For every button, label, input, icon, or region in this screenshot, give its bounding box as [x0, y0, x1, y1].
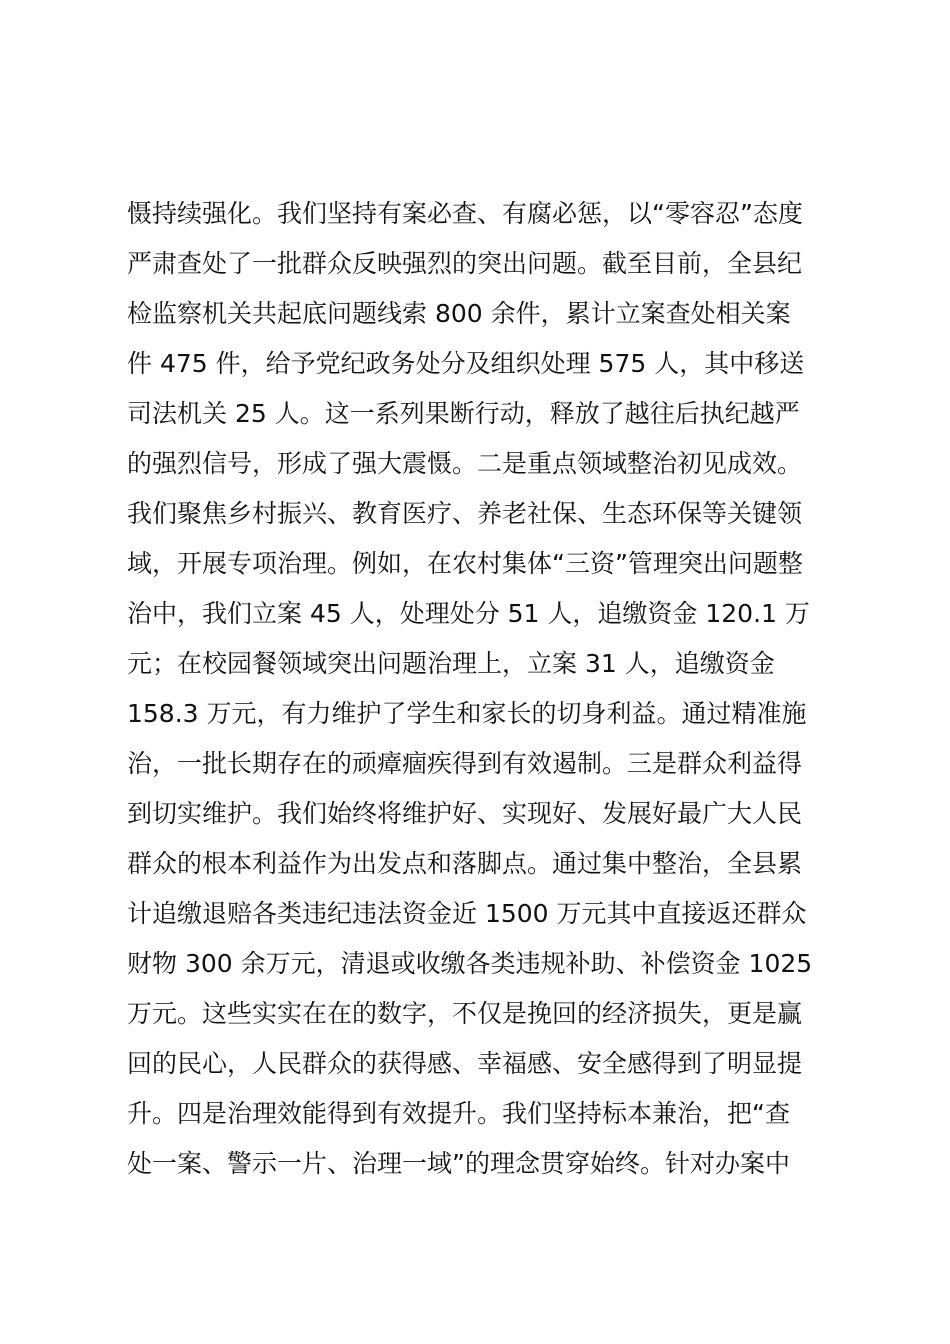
text-line: 群众的根本利益作为出发点和落脚点。通过集中整治，全县累: [127, 849, 803, 878]
text-line: 检监察机关共起底问题线索 800 余件，累计立案查处相关案: [127, 299, 791, 328]
text-line: 慑持续强化。我们坚持有案必查、有腐必惩，以“零容忍”态度: [127, 199, 803, 228]
text-line: 严肃查处了一批群众反映强烈的突出问题。截至目前，全县纪: [127, 249, 803, 278]
text-line: 件 475 件，给予党纪政务处分及组织处理 575 人，其中移送: [127, 349, 805, 378]
text-line: 的强烈信号，形成了强大震慑。二是重点领域整治初见成效。: [127, 449, 803, 478]
text-line: 我们聚焦乡村振兴、教育医疗、养老社保、生态环保等关键领: [127, 499, 803, 528]
text-line: 处一案、警示一片、治理一域”的理念贯穿始终。针对办案中: [127, 1149, 790, 1178]
text-line: 财物 300 余万元，清退或收缴各类违规补助、补偿资金 1025: [127, 949, 813, 978]
text-line: 到切实维护。我们始终将维护好、实现好、发展好最广大人民: [127, 799, 803, 828]
text-line: 治中，我们立案 45 人，处理处分 51 人，追缴资金 120.1 万: [127, 599, 810, 628]
text-line: 司法机关 25 人。这一系列果断行动，释放了越往后执纪越严: [127, 399, 800, 428]
text-line: 域，开展专项治理。例如，在农村集体“三资”管理突出问题整: [127, 549, 803, 578]
text-line: 升。四是治理效能得到有效提升。我们坚持标本兼治，把“查: [127, 1099, 790, 1128]
text-line: 回的民心，人民群众的获得感、幸福感、安全感得到了明显提: [127, 1049, 803, 1078]
text-line: 计追缴退赔各类违纪违法资金近 1500 万元其中直接返还群众: [127, 899, 807, 928]
text-line: 元；在校园餐领域突出问题治理上，立案 31 人，追缴资金: [127, 649, 775, 678]
text-line: 万元。这些实实在在的数字，不仅是挽回的经济损失，更是赢: [127, 999, 803, 1028]
text-line: 158.3 万元，有力维护了学生和家长的切身利益。通过精准施: [127, 699, 807, 728]
text-line: 治，一批长期存在的顽瘴痼疾得到有效遏制。三是群众利益得: [127, 749, 803, 778]
body-text: [127, 189, 827, 1189]
